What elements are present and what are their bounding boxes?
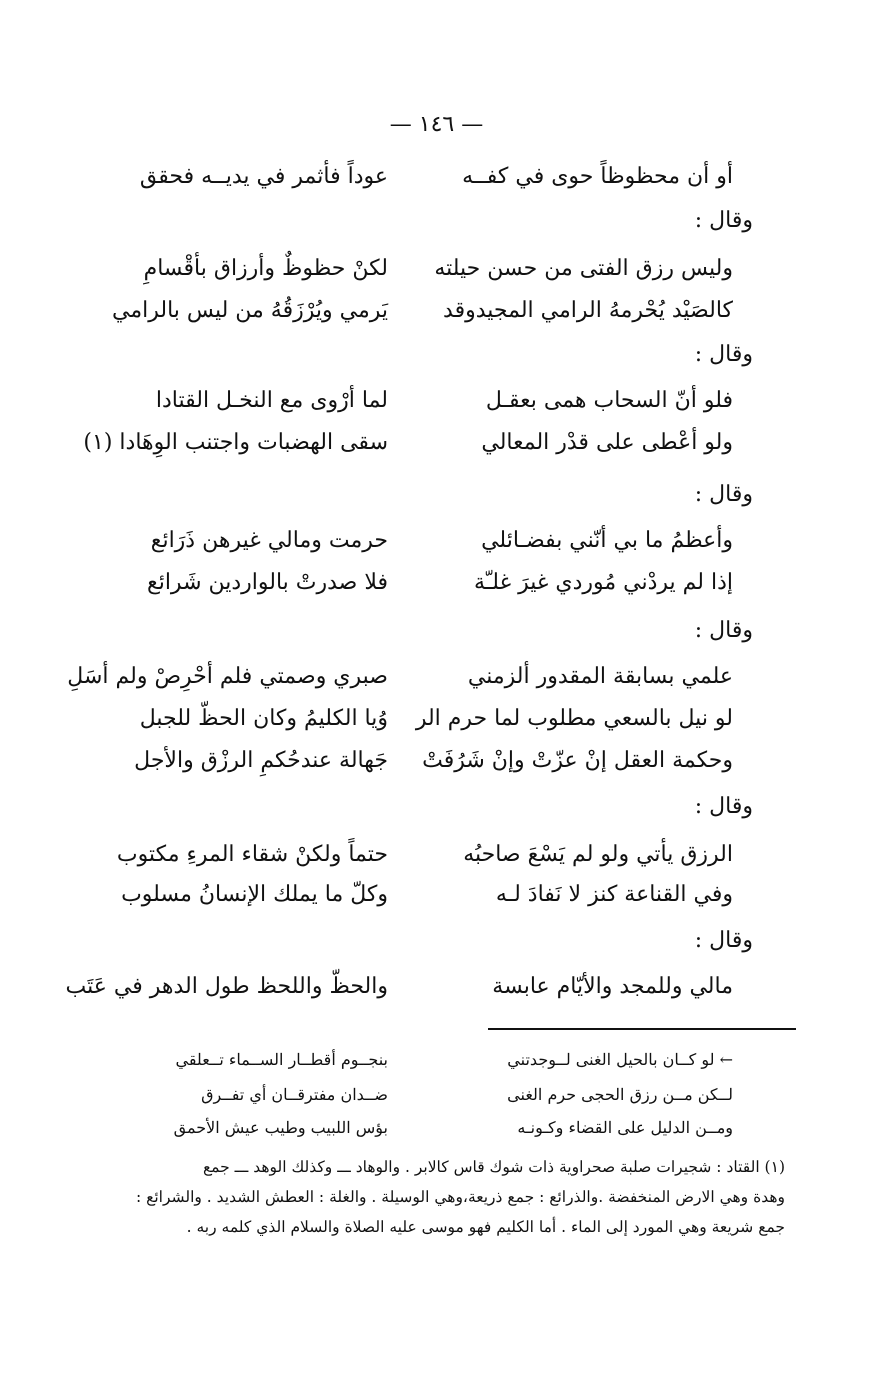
poem-intro-3: وقال : bbox=[694, 342, 753, 367]
verse-5-second-hemistich: سقى الهضبات واجتنب الوِهَادا (١) bbox=[83, 430, 388, 455]
verse-12-second-hemistich: وكلّ ما يملك الإنسانُ مسلوب bbox=[121, 882, 388, 907]
footnote-verse-2-first: لــكن مــن رزق الحجى حرم الغنى bbox=[507, 1085, 733, 1104]
poem-intro-2: وقال : bbox=[694, 208, 753, 233]
poem-intro-4: وقال : bbox=[694, 482, 753, 507]
footnote-verse-2-second: ضــدان مفترقــان أي تفــرق bbox=[201, 1085, 388, 1104]
footnote-verse-3-first: ومــن الدليل على القضاء وكـونـه bbox=[517, 1118, 733, 1137]
footnote-line: جمع شريعة وهي المورد إلى الماء . أما الكليم فهو موسى عليه الصلاة والسلام الذي كلمه ربه . bbox=[186, 1218, 785, 1236]
footnote-separator bbox=[488, 1028, 796, 1030]
footnote-line: (١) القتاد : شجيرات صلبة صحراوية ذات شوك قاس كالابر . والوهاد ـــ وكذلك الوهد ـــ جمع bbox=[202, 1158, 785, 1176]
verse-13-second-hemistich: والحظّ واللحظ طول الدهر في عَتَب bbox=[65, 974, 388, 999]
verse-2-second-hemistich: لكنْ حظوظٌ وأرزاق بأقْسامِ bbox=[143, 256, 388, 281]
verse-1-second-hemistich: عوداً فأثمر في يديــه فحقق bbox=[139, 164, 388, 189]
verse-11-first-hemistich: الرزق يأتي ولو لم يَسْعَ صاحبُه bbox=[463, 842, 733, 867]
poem-intro-7: وقال : bbox=[694, 928, 753, 953]
footnote-verse-3-second: بؤس اللبيب وطيب عيش الأحمق bbox=[173, 1118, 388, 1137]
verse-4-first-hemistich: فلو أنّ السحاب همى بعقـل bbox=[485, 388, 733, 413]
poem-intro-5: وقال : bbox=[694, 618, 753, 643]
verse-5-first-hemistich: ولو أعْطى على قدْر المعالي bbox=[481, 430, 733, 455]
verse-9-second-hemistich: وُيا الكليمُ وكان الحظّ للجبل bbox=[139, 706, 388, 731]
verse-3-second-hemistich: يَرمي ويُرْزَقُهُ من ليس بالرامي bbox=[112, 298, 388, 323]
verse-7-first-hemistich: إذا لم يردْني مُوردي غيرَ غلـّة bbox=[474, 570, 733, 595]
verse-6-first-hemistich: وأعظمُ ما بي أنّني بفضـائلي bbox=[481, 528, 733, 553]
verse-11-second-hemistich: حتماً ولكنْ شقاء المرءِ مكتوب bbox=[116, 842, 388, 867]
verse-8-first-hemistich: علمي بسابقة المقدور ألزمني bbox=[467, 664, 733, 689]
verse-9-first-hemistich: لو نيل بالسعي مطلوب لما حرم الر bbox=[415, 706, 733, 731]
verse-8-second-hemistich: صبري وصمتي فلم أحْرِصْ ولم أسَلِ bbox=[67, 664, 388, 689]
footnote-verse-1-second: بنجــوم أقطــار الســماء تــعلقي bbox=[175, 1050, 388, 1069]
footnote-line: وهدة وهي الارض المنخفضة .والذرائع : جمع ذريعة،وهي الوسيلة . والغلة : العطش الشديد . والشرائع : bbox=[135, 1188, 785, 1206]
verse-13-first-hemistich: مالي وللمجد والأيّام عابسة bbox=[492, 974, 733, 999]
verse-3-first-hemistich: كالصَيْد يُحْرمهُ الرامي المجيدوقد bbox=[443, 298, 733, 323]
poem-intro-6: وقال : bbox=[694, 794, 753, 819]
verse-6-second-hemistich: حرمت ومالي غيرهن ذَرَائع bbox=[150, 528, 388, 553]
footnote-text bbox=[85, 1152, 785, 1242]
verse-10-first-hemistich: وحكمة العقل إنْ عزّتْ وإنْ شَرُفَتْ bbox=[422, 748, 733, 773]
verse-1-first-hemistich: أو أن محظوظاً حوى في كفــه bbox=[462, 164, 733, 189]
verse-10-second-hemistich: جَهالة عندحُكمِ الرزْق والأجل bbox=[134, 748, 388, 773]
verse-12-first-hemistich: وفي القناعة كنز لا نَفادَ لـه bbox=[495, 882, 733, 907]
footnote-verse-1-first: ← لو كــان بالحيل الغنى لــوجدتني bbox=[507, 1050, 733, 1069]
verse-4-second-hemistich: لما أرْوى مع النخـل القتادا bbox=[155, 388, 388, 413]
page-number: — ١٤٦ — bbox=[389, 112, 484, 137]
verse-7-second-hemistich: فلا صدرتْ بالواردين شَرائع bbox=[146, 570, 388, 595]
verse-2-first-hemistich: وليس رزق الفتى من حسن حيلته bbox=[434, 256, 733, 281]
